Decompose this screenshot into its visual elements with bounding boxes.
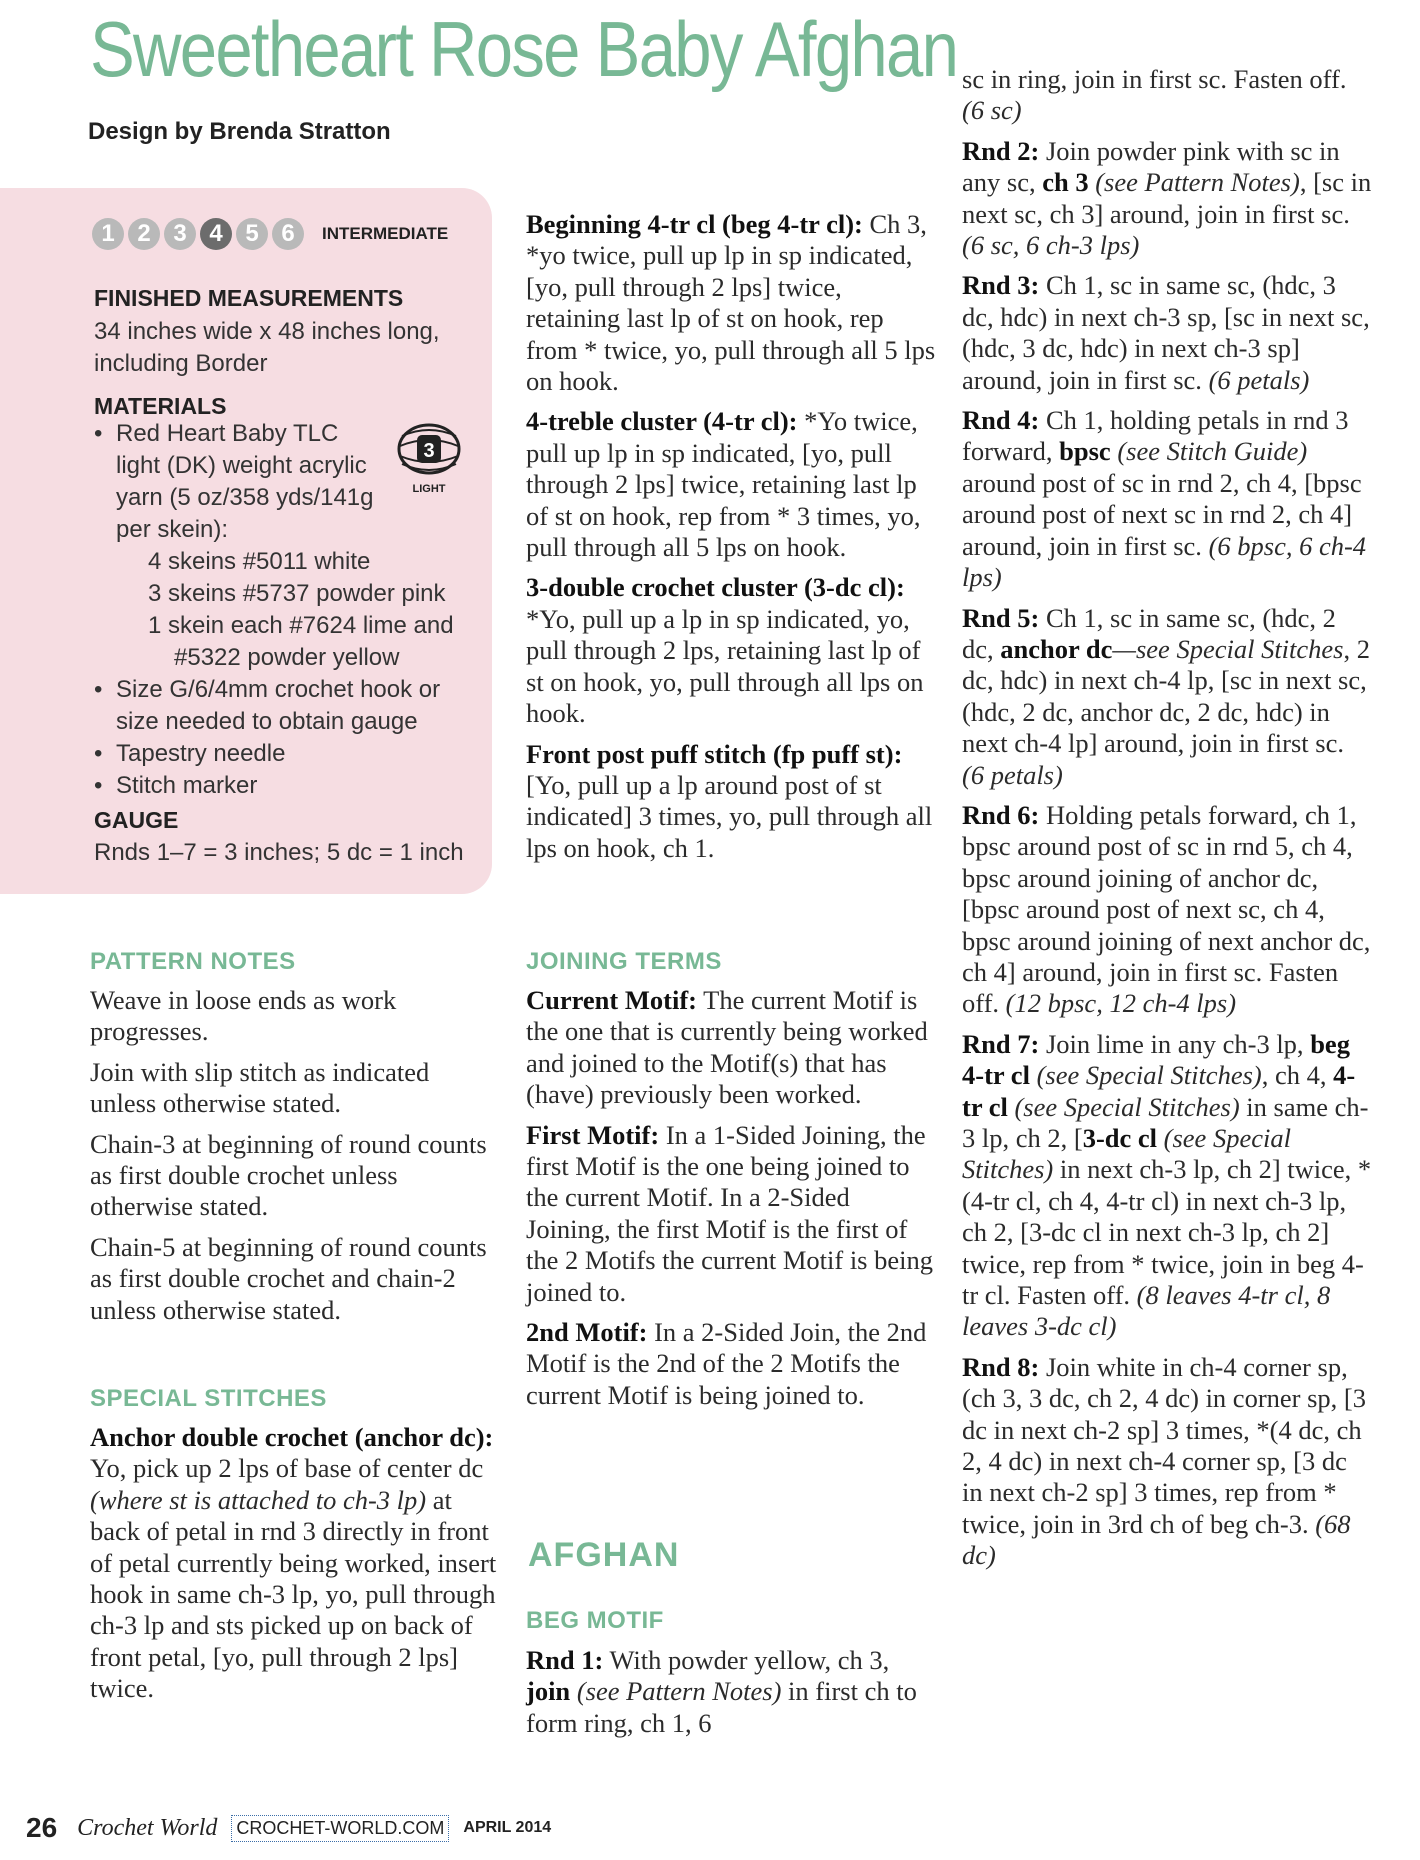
pattern-notes — [90, 985, 500, 1335]
materials-item-needle: • Tapestry needle — [94, 738, 474, 770]
materials-list — [94, 418, 474, 802]
round-1-continued: sc in ring, join in first sc. Fasten off. (6 sc) — [962, 64, 1347, 126]
material-line: per skein): — [116, 516, 229, 543]
round-7: Rnd 7: Join lime in any ch-3 lp, beg 4-tr cl (see Special Stitches), ch 4, 4-tr cl (see Special Stitches) in same ch-3 lp, ch 2, [3-dc cl (see Special Stitches) in next ch-3 lp, ch 2] twice, *(4-tr cl, ch 4, 4-tr cl) in next ch-3 lp, ch 2, [3-dc cl in next ch-3 lp, ch 2] twice, rep from * twice, join in beg 4-tr cl. Fasten off. (8 leaves 4-tr cl, 8 leaves 3-dc cl) — [962, 1028, 1372, 1342]
round-label: Rnd 7: — [962, 1028, 1040, 1059]
materials-item-marker: • Stitch marker — [94, 770, 474, 802]
issue-date: APRIL 2014 — [463, 1819, 552, 1836]
material-line: #5322 powder yellow — [174, 644, 400, 671]
stitch-3dc-cl: 3-double crochet cluster (3-dc cl): *Yo, pull up a lp in sp indicated, yo, pull through 2 lps, retaining last lp of st on hook, yo, pull through all lps on hook. — [526, 572, 924, 729]
joining-terms — [526, 985, 938, 1420]
joining-terms-heading: JOINING TERMS — [526, 948, 722, 975]
skill-level-4-active: 4 — [200, 218, 232, 250]
stitch-name: Beginning 4-tr cl (beg 4-tr cl): — [526, 209, 863, 239]
materials-item-yarn — [94, 418, 474, 546]
special-stitches-heading: SPECIAL STITCHES — [90, 1385, 327, 1412]
material-line: 4 skeins #5011 white — [148, 548, 371, 575]
term-first-motif: First Motif: In a 1-Sided Joining, the first Motif is the one being joined to the current Motif. In a 2-Sided Joining, the first Motif is the first of the 2 Motifs the current Motif is being joined to. — [526, 1119, 933, 1307]
material-line: 3 skeins #5737 powder pink — [148, 580, 446, 607]
material-line: 1 skein each #7624 lime and — [148, 612, 454, 639]
materials-item-hook — [94, 674, 474, 738]
round-label: Rnd 2: — [962, 135, 1040, 166]
round-label: Rnd 3: — [962, 270, 1040, 301]
pattern-note: Chain-5 at beginning of round counts as first double crochet and chain-2 unless otherwise stated. — [90, 1231, 487, 1325]
material-line: yarn (5 oz/358 yds/141g — [116, 484, 374, 511]
round-instructions — [962, 64, 1372, 1581]
finished-line-1: 34 inches wide x 48 inches long, — [94, 318, 440, 345]
stitch-definitions — [526, 209, 938, 873]
beg-motif-heading: BEG MOTIF — [526, 1607, 664, 1634]
round-2: Rnd 2: Join powder pink with sc in any sc, ch 3 (see Pattern Notes), [sc in next sc, ch 3] around, join in first sc. (6 sc, 6 ch-3 lps) — [962, 135, 1372, 261]
round-3: Rnd 3: Ch 1, sc in same sc, (hdc, 3 dc, hdc) in next ch-3 sp, [sc in next sc, (hdc, 3 dc, hdc) in next ch-3 sp] around, join in first sc. (6 petals) — [962, 270, 1370, 395]
material-line: • Red Heart Baby TLC — [116, 420, 339, 447]
stitch-fp-puff: Front post puff stitch (fp puff st): [Yo, pull up a lp around post of st indicated] 3 times, yo, pull through all lps on hook, ch 1. — [526, 738, 933, 863]
finished-heading: FINISHED MEASUREMENTS — [94, 285, 404, 311]
yarn-weight-label: LIGHT — [412, 483, 446, 495]
round-label: Rnd 5: — [962, 602, 1040, 633]
designer-byline: Design by Brenda Stratton — [88, 118, 391, 145]
materials-heading: MATERIALS — [94, 393, 227, 419]
stitch-name: 3-double crochet cluster (3-dc cl): — [526, 572, 905, 603]
page-footer — [26, 1812, 551, 1844]
finished-line-2: including Border — [94, 350, 268, 377]
pattern-note: Chain-3 at beginning of round counts as first double crochet unless otherwise stated. — [90, 1128, 487, 1222]
pattern-note: Weave in loose ends as work progresses. — [90, 985, 397, 1047]
yarn-weight-number: 3 — [423, 440, 435, 462]
stitch-name: Front post puff stitch (fp puff st): — [526, 738, 903, 769]
skill-level-6: 6 — [272, 218, 304, 250]
skill-level-2: 2 — [128, 218, 160, 250]
round-4: Rnd 4: Ch 1, holding petals in rnd 3 forward, bpsc (see Stitch Guide) around post of sc in rnd 2, ch 4, [bpsc around post of next sc in rnd 2, ch 4] around, join in first sc. (6 bpsc, 6 ch-4 lps) — [962, 405, 1367, 593]
material-line: light (DK) weight acrylic — [116, 452, 367, 479]
term-current-motif: Current Motif: The current Motif is the one that is currently being worked and joined to the Motif(s) that has (have) previously been worked. — [526, 985, 928, 1110]
afghan-heading: AFGHAN — [528, 1536, 680, 1574]
stitch-name: 4-treble cluster (4-tr cl): — [526, 406, 798, 437]
round-label: Rnd 6: — [962, 799, 1040, 830]
magazine-name: Crochet World — [77, 1814, 218, 1841]
stitch-name: Anchor double crochet (anchor dc): — [90, 1422, 494, 1452]
skill-level-3: 3 — [164, 218, 196, 250]
term-2nd-motif: 2nd Motif: In a 2-Sided Join, the 2nd Motif is the 2nd of the 2 Motifs the current Motif is being joined to. — [526, 1317, 927, 1410]
material-line: size needed to obtain gauge — [116, 708, 418, 735]
round-label: Rnd 1: — [526, 1645, 604, 1675]
website-link[interactable]: CROCHET-WORLD.COM — [231, 1815, 449, 1842]
pattern-note: Join with slip stitch as indicated unless otherwise stated. — [90, 1056, 430, 1119]
gauge-heading: GAUGE — [94, 807, 179, 833]
round-label: Rnd 8: — [962, 1351, 1040, 1382]
stitch-beg-4tr-cl: Beginning 4-tr cl (beg 4-tr cl): Ch 3, *yo twice, pull up lp in sp indicated, [yo, pull through 2 lps] twice, retaining last lp of st on hook, rep from * twice, yo, pull through all 5 lps on hook. — [526, 209, 936, 397]
round-6: Rnd 6: Holding petals forward, ch 1, bpsc around post of sc in rnd 5, ch 4, bpsc around joining of anchor dc, [bpsc around post of next sc, ch 4, bpsc around joining of next anchor dc, ch 4] around, join in first sc. Fasten off. (12 bpsc, 12 ch-4 lps) — [962, 799, 1371, 1019]
skill-level-label: INTERMEDIATE — [322, 224, 449, 243]
term-name: Current Motif: — [526, 985, 697, 1015]
round-label: Rnd 4: — [962, 405, 1040, 436]
stitch-4tr-cl: 4-treble cluster (4-tr cl): *Yo twice, pull up lp in sp indicated, [yo, pull through 2 lps] twice, retaining last lp of st on hook, rep from * 3 times, yo, pull through all 5 lps on hook. — [526, 406, 921, 563]
gauge-text: Rnds 1–7 = 3 inches; 5 dc = 1 inch — [94, 839, 464, 866]
pattern-notes-heading: PATTERN NOTES — [90, 948, 296, 975]
skill-level-5: 5 — [236, 218, 268, 250]
round-1: Rnd 1: With powder yellow, ch 3, join (see Pattern Notes) in first ch to form ring, ch 1, 6 — [526, 1645, 917, 1738]
page-number: 26 — [26, 1812, 58, 1843]
skill-level-indicator — [92, 218, 448, 250]
term-name: 2nd Motif: — [526, 1317, 648, 1348]
special-stitches — [90, 1422, 500, 1714]
term-name: First Motif: — [526, 1119, 660, 1150]
stitch-anchor-dc: Anchor double crochet (anchor dc): Yo, pick up 2 lps of base of center dc (where st is attached to ch-3 lp) at back of petal in rnd 3 directly in front of petal currently being worked, insert hook in same ch-3 lp, yo, pull through ch-3 lp and sts picked up on back of front petal, [yo, pull through 2 lps] twice. — [90, 1422, 497, 1704]
page-title: Sweetheart Rose Baby Afghan — [90, 5, 958, 93]
material-line: • Size G/6/4mm crochet hook or — [116, 676, 441, 703]
round-5: Rnd 5: Ch 1, sc in same sc, (hdc, 2 dc, anchor dc—see Special Stitches, 2 dc, hdc) in next ch-4 lp, [sc in next sc, (hdc, 2 dc, anchor dc, 2 dc, hdc) in next ch-4 lp] around, join in first sc. (6 petals) — [962, 602, 1370, 790]
skill-level-1: 1 — [92, 218, 124, 250]
round-8: Rnd 8: Join white in ch-4 corner sp, (ch 3, 3 dc, ch 2, 4 dc) in corner sp, [3 dc in next ch-2 sp] 3 times, *(4 dc, ch 2, 4 dc) in next ch-4 corner sp, [3 dc in next ch-2 sp] 3 times, rep from * twice, join in 3rd ch of beg ch-3. (68 dc) — [962, 1351, 1366, 1571]
